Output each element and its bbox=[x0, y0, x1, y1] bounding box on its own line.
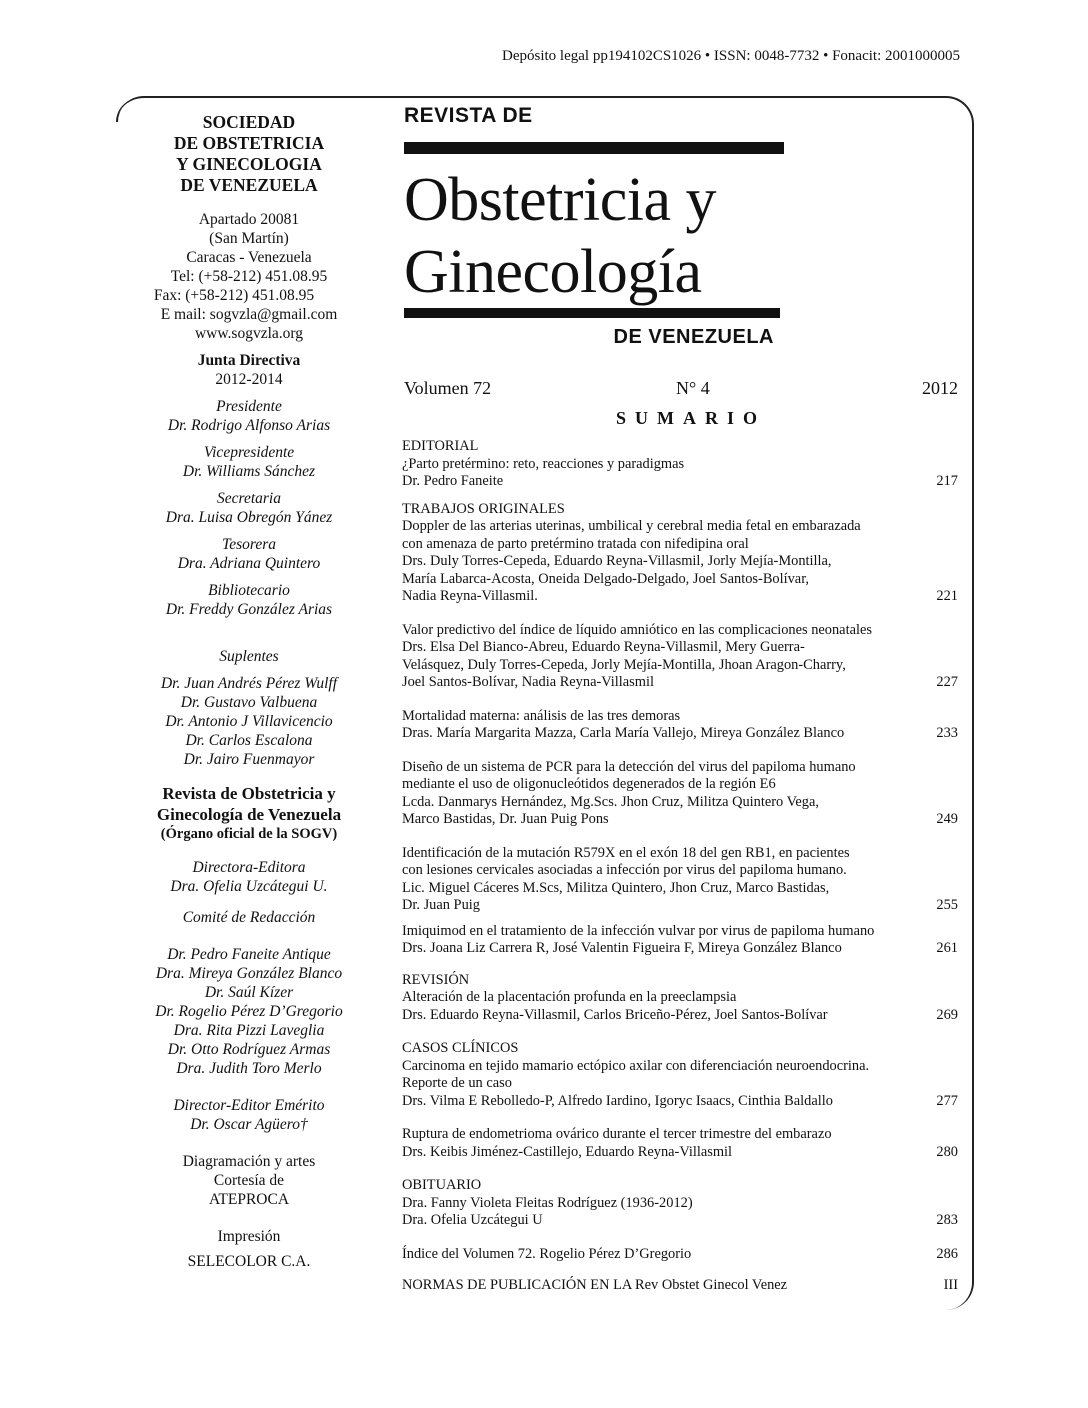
toc-entry[interactable]: NORMAS DE PUBLICACIÓN EN LA Rev Obstet Ginecol Venez III bbox=[402, 1277, 958, 1293]
sumario-heading: SUMARIO bbox=[615, 408, 766, 428]
impresion-label: Impresión bbox=[217, 1228, 281, 1245]
section-casos-clinicos: CASOS CLÍNICOS bbox=[402, 1040, 519, 1056]
toc-entry[interactable]: Imiquimod en el tratamiento de la infección vulvar por virus de papiloma humano Drs. Joana Liz Carrera R, José Valentin Figueira F, Mireya González Blanco 261 bbox=[402, 922, 958, 956]
junta-years: 2012-2014 bbox=[215, 371, 283, 388]
tesorera-label: Tesorera bbox=[222, 536, 276, 553]
website-link[interactable]: www.sogvzla.org bbox=[194, 325, 304, 342]
toc-entry[interactable]: Doppler de las arterias uterinas, umbilical y cerebral media fetal en embarazada con amenaza de parto pretérmino tratada con nifedipina oral Drs. Duly Torres-Cepeda, Eduardo Reyna-Villasmil, Jorly Mejía-Montilla, María Labarca-Acosta, Oneida Delgado-Delgado, Joel Santos-Bolívar, Nadia Reyna-Villasmil. 221 bbox=[402, 518, 958, 604]
junta-title: Junta Directiva bbox=[197, 352, 301, 369]
page-number: 286 bbox=[936, 1245, 958, 1262]
de-venezuela: DE VENEZUELA bbox=[613, 326, 774, 348]
directora-label: Directora-Editora bbox=[192, 859, 306, 876]
revista-de: REVISTA DE bbox=[404, 104, 533, 127]
masthead-bar-top bbox=[404, 142, 784, 154]
directora-name: Dra. Ofelia Uzcátegui U. bbox=[170, 878, 328, 895]
impresion-name: SELECOLOR C.A. bbox=[187, 1253, 311, 1270]
page-number: 269 bbox=[936, 1006, 958, 1023]
biblio-name: Dr. Freddy González Arias bbox=[165, 601, 333, 618]
masthead bbox=[404, 104, 784, 349]
title-line-1: Obstetricia y bbox=[404, 166, 717, 234]
emerito-label: Director-Editor Emérito bbox=[173, 1097, 325, 1114]
page-number: 280 bbox=[936, 1143, 958, 1160]
section-editorial: EDITORIAL bbox=[402, 438, 479, 454]
toc-entry[interactable]: ¿Parto pretérmino: reto, reacciones y paradigmas Dr. Pedro Faneite 217 bbox=[402, 455, 958, 489]
page-number: 277 bbox=[936, 1092, 958, 1109]
emerito-name: Dr. Oscar Agüero† bbox=[190, 1116, 308, 1133]
page-number: 227 bbox=[936, 674, 958, 690]
section-revision: REVISIÓN bbox=[402, 971, 470, 988]
vice-name: Dr. Williams Sánchez bbox=[182, 463, 316, 480]
page-number: III bbox=[943, 1277, 958, 1293]
secretaria-label: Secretaria bbox=[217, 490, 281, 507]
email[interactable]: E mail: sogvzla@gmail.com bbox=[160, 306, 338, 323]
page-number: 255 bbox=[936, 897, 958, 913]
toc-entry[interactable]: Valor predictivo del índice de líquido amniótico en las complicaciones neonatales Drs. Elsa Del Bianco-Abreu, Eduardo Reyna-Villasmil, Mery Guerra- Velásquez, Duly Torres-Cepeda, Jorly Mejía-Montilla, Jhoan Aragon-Charry, Joel Santos-Bolívar, Nadia Reyna-Villasmil 227 bbox=[402, 621, 958, 690]
left-sidebar bbox=[126, 112, 372, 1271]
page-number: 283 bbox=[936, 1212, 958, 1228]
section-trabajos-originales: TRABAJOS ORIGINALES bbox=[402, 500, 565, 517]
toc-entry[interactable]: Carcinoma en tejido mamario ectópico axilar con diferenciación neuroendocrina. Reporte de un caso Drs. Vilma E Rebolledo-P, Alfredo Iardino, Igoryc Isaacs, Cinthia Baldallo 277 bbox=[402, 1057, 958, 1109]
page-number: 217 bbox=[936, 473, 958, 489]
vice-label: Vicepresidente bbox=[203, 444, 295, 461]
diagramacion: Diagramación y artes Cortesía de ATEPROCA bbox=[182, 1153, 316, 1208]
presidente-label: Presidente bbox=[216, 398, 282, 415]
toc-entry[interactable]: Ruptura de endometrioma ovárico durante el tercer trimestre del embarazo Drs. Keibis Jiménez-Castillejo, Eduardo Reyna-Villasmil 280 bbox=[402, 1126, 958, 1160]
toc-entry[interactable]: Mortalidad materna: análisis de las tres demoras Dras. María Margarita Mazza, Carla María Vallejo, Mireya González Blanco 233 bbox=[402, 707, 958, 741]
page-number: 249 bbox=[936, 811, 958, 827]
presidente-name: Dr. Rodrigo Alfonso Arias bbox=[167, 417, 331, 434]
page-number: 221 bbox=[936, 588, 958, 604]
volume: Volumen 72 bbox=[404, 378, 492, 398]
suplentes-list: Dr. Juan Andrés Pérez Wulff Dr. Gustavo Valbuena Dr. Antonio J Villavicencio Dr. Carlos Escalona Dr. Jairo Fuenmayor bbox=[160, 675, 338, 768]
issue-year: 2012 bbox=[922, 378, 958, 398]
section-obituario: OBITUARIO bbox=[402, 1177, 482, 1193]
society-name: SOCIEDAD DE OBSTETRICIA Y GINECOLOGIA DE VENEZUELA bbox=[173, 112, 325, 195]
table-of-contents bbox=[402, 438, 958, 1295]
comite-list: Dr. Pedro Faneite Antique Dra. Mireya González Blanco Dr. Saúl Kízer Dr. Rogelio Pérez D’Gregorio Dra. Rita Pizzi Laveglia Dr. Otto Rodríguez Armas Dra. Judith Toro Merlo bbox=[155, 946, 343, 1077]
legal-deposit-line: Depósito legal pp194102CS1026 • ISSN: 0048-7732 • Fonacit: 2001000005 bbox=[502, 48, 960, 64]
organo-oficial: (Órgano oficial de la SOGV) bbox=[160, 826, 338, 842]
title-line-2: Ginecología bbox=[404, 238, 702, 306]
secretaria-name: Dra. Luisa Obregón Yánez bbox=[165, 509, 333, 526]
society-address: Apartado 20081 (San Martín) Caracas - Venezuela Tel: (+58-212) 451.08.95 Fax: (+58-212) 451.08.95 E mail: sogvzla@gmail.com www.sogvzla.org bbox=[126, 210, 372, 343]
comite-label: Comité de Redacción bbox=[182, 909, 316, 926]
page-number: 261 bbox=[936, 940, 958, 956]
issue-number: N° 4 bbox=[676, 378, 710, 398]
biblio-label: Bibliotecario bbox=[208, 582, 290, 599]
toc-entry[interactable]: Alteración de la placentación profunda en la preeclampsia Drs. Eduardo Reyna-Villasmil, Carlos Briceño-Pérez, Joel Santos-Bolívar 269 bbox=[402, 989, 958, 1023]
toc-entry[interactable]: Índice del Volumen 72. Rogelio Pérez D’Gregorio 286 bbox=[402, 1245, 958, 1262]
toc-entry[interactable]: Dra. Fanny Violeta Fleitas Rodríguez (1936-2012) Dra. Ofelia Uzcátegui U 283 bbox=[402, 1194, 958, 1228]
page-number: 233 bbox=[936, 725, 958, 741]
masthead-bar-bottom bbox=[404, 308, 780, 318]
tesorera-name: Dra. Adriana Quintero bbox=[177, 555, 321, 572]
toc-entry[interactable]: Identificación de la mutación R579X en el exón 18 del gen RB1, en pacientes con lesiones cervicales asociadas a infección por virus del papiloma humano. Lic. Miguel Cáceres M.Scs, Militza Quintero, Jhon Cruz, Marco Bastidas, Dr. Juan Puig 255 bbox=[402, 844, 958, 913]
revista-name: Revista de Obstetricia y Ginecología de Venezuela bbox=[156, 784, 342, 824]
toc-entry[interactable]: Diseño de un sistema de PCR para la detección del virus del papiloma humano mediante el uso de oligonucleótidos degenerados de la región E6 Lcda. Danmarys Hernández, Mg.Scs. Jhon Cruz, Militza Quintero Vega, Marco Bastidas, Dr. Juan Puig Pons 249 bbox=[402, 758, 958, 827]
suplentes-label: Suplentes bbox=[219, 648, 279, 665]
